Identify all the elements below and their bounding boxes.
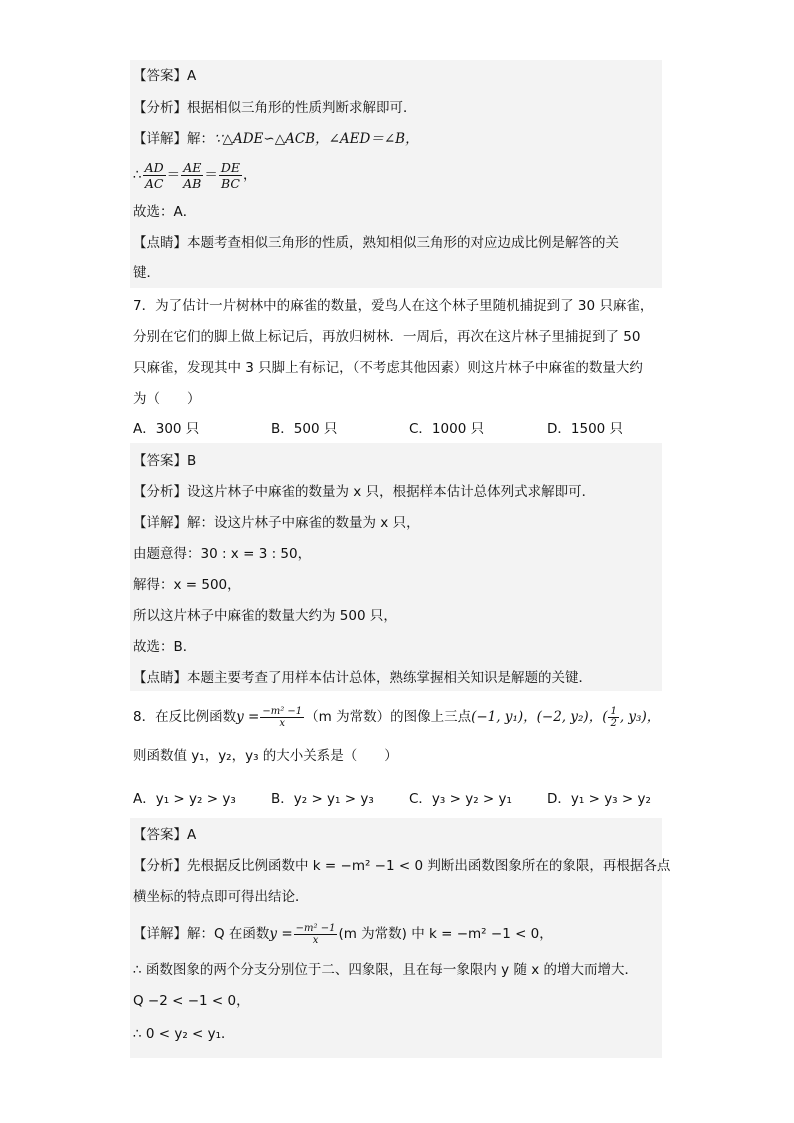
q6-answer: 【答案】A	[133, 68, 197, 84]
q8-stem-line1	[133, 700, 660, 734]
fraction-ad-ac	[143, 160, 166, 191]
fraction-ae-ab	[181, 160, 203, 191]
fraction-half	[608, 706, 618, 729]
q7-analysis: 【分析】设这片林子中麻雀的数量为 x 只，根据样本估计总体列式求解即可．	[133, 484, 596, 500]
q8-detail-line4: ∴ 0 < y₂ < y₁．	[133, 1026, 235, 1042]
q7-option-b: B．500 只	[271, 421, 338, 437]
therefore-symbol: ∴	[133, 167, 142, 183]
fraction-de-bc	[219, 160, 242, 191]
y-equals: y =	[236, 709, 260, 725]
frac-denominator: BC	[220, 175, 240, 191]
q7-answer: 【答案】B	[133, 453, 197, 469]
q8-stem-line2: 则函数值 y₁，y₂，y₃ 的大小关系是（ ）	[133, 748, 398, 764]
q6-choose: 故选：A．	[133, 204, 197, 220]
q7-comment: 【点睛】本题主要考查了用样本估计总体，熟练掌握相关知识是解题的关键．	[133, 670, 592, 686]
frac-numerator: AD	[144, 159, 164, 175]
frac-numerator: AE	[181, 160, 203, 176]
frac-numerator: −m² −1	[295, 922, 336, 934]
q8-stem-text: 8．在反比例函数	[133, 709, 237, 725]
q6-analysis: 【分析】根据相似三角形的性质判断求解即可．	[133, 100, 417, 116]
comma: ，	[243, 167, 257, 183]
frac-denominator: x	[279, 717, 286, 729]
q8-option-a: A．y₁ > y₂ > y₃	[133, 791, 236, 807]
q6-detail	[133, 129, 419, 149]
equals-sign: ＝	[166, 167, 181, 183]
q8-answer: 【答案】A	[133, 827, 197, 843]
q6-detail-math: ∵△ADE∽△ACB，∠AED＝∠B，	[214, 131, 419, 147]
q6-detail-prefix: 【详解】解：	[133, 131, 214, 147]
q6-ratio-line	[133, 158, 257, 192]
q7-option-a: A．300 只	[133, 421, 200, 437]
q8-detail-text: 【详解】解：Q 在函数	[133, 926, 270, 942]
q8-analysis-line2: 横坐标的特点即可得出结论．	[133, 889, 309, 905]
q7-stem-line1: 7．为了估计一片树林中的麻雀的数量，爱鸟人在这个林子里随机捕捉到了 30 只麻雀，	[133, 298, 654, 314]
frac-denominator: AC	[144, 175, 164, 191]
fraction-function	[260, 706, 304, 729]
q8-detail-text: (m 为常数) 中 k = −m² −1 < 0，	[338, 926, 553, 942]
q8-points-end: , y₃)，	[619, 709, 661, 725]
q8-option-c: C．y₃ > y₂ > y₁	[409, 791, 512, 807]
q8-detail-line1	[133, 918, 553, 950]
q7-detail: 【详解】解：设这片林子中麻雀的数量为 x 只，	[133, 515, 420, 531]
frac-denominator: x	[312, 934, 319, 946]
q7-conclusion: 所以这片林子中麻雀的数量大约为 500 只，	[133, 608, 397, 624]
q6-comment-line1: 【点睛】本题考查相似三角形的性质，熟知相似三角形的对应边成比例是解答的关	[133, 235, 619, 251]
q8-option-b: B．y₂ > y₁ > y₃	[271, 791, 374, 807]
q8-detail-line2: ∴ 函数图象的两个分支分别位于二、四象限，且在每一象限内 y 随 x 的增大而增大．	[133, 962, 639, 978]
q7-option-c: C．1000 只	[409, 421, 485, 437]
equals-sign: ＝	[204, 167, 218, 183]
q8-points: (−1, y₁)，(−2, y₂)，(	[471, 709, 608, 725]
q7-equation: 由题意得：30 : x = 3 : 50，	[133, 546, 312, 562]
frac-numerator: −m² −1	[262, 705, 303, 717]
q8-stem-text: （m 为常数）的图像上三点	[305, 709, 472, 725]
frac-numerator: DE	[220, 159, 241, 175]
q7-choose: 故选：B．	[133, 639, 197, 655]
y-equals: y =	[269, 926, 293, 942]
q7-option-d: D．1500 只	[547, 421, 624, 437]
fraction-function	[294, 923, 338, 946]
q7-stem-line4: 为（ ）	[133, 391, 201, 407]
q7-solution: 解得：x = 500，	[133, 577, 241, 593]
q8-detail-line3: Q −2 < −1 < 0，	[133, 993, 250, 1009]
frac-denominator: 2	[610, 717, 617, 729]
q8-analysis-line1: 【分析】先根据反比例函数中 k = −m² −1 < 0 判断出函数图象所在的象限，再根据各点	[133, 858, 671, 874]
q7-stem-line2: 分别在它们的脚上做上标记后，再放归树林．一周后，再次在这片林子里捕捉到了 50	[133, 329, 641, 345]
frac-denominator: AB	[183, 175, 202, 191]
solution-block-q7	[130, 443, 662, 691]
q6-comment-line2: 键．	[133, 265, 160, 281]
q8-option-d: D．y₁ > y₃ > y₂	[547, 791, 651, 807]
frac-numerator: 1	[610, 705, 617, 717]
q7-stem-line3: 只麻雀，发现其中 3 只脚上有标记，（不考虑其他因素）则这片林子中麻雀的数量大约	[133, 360, 643, 376]
